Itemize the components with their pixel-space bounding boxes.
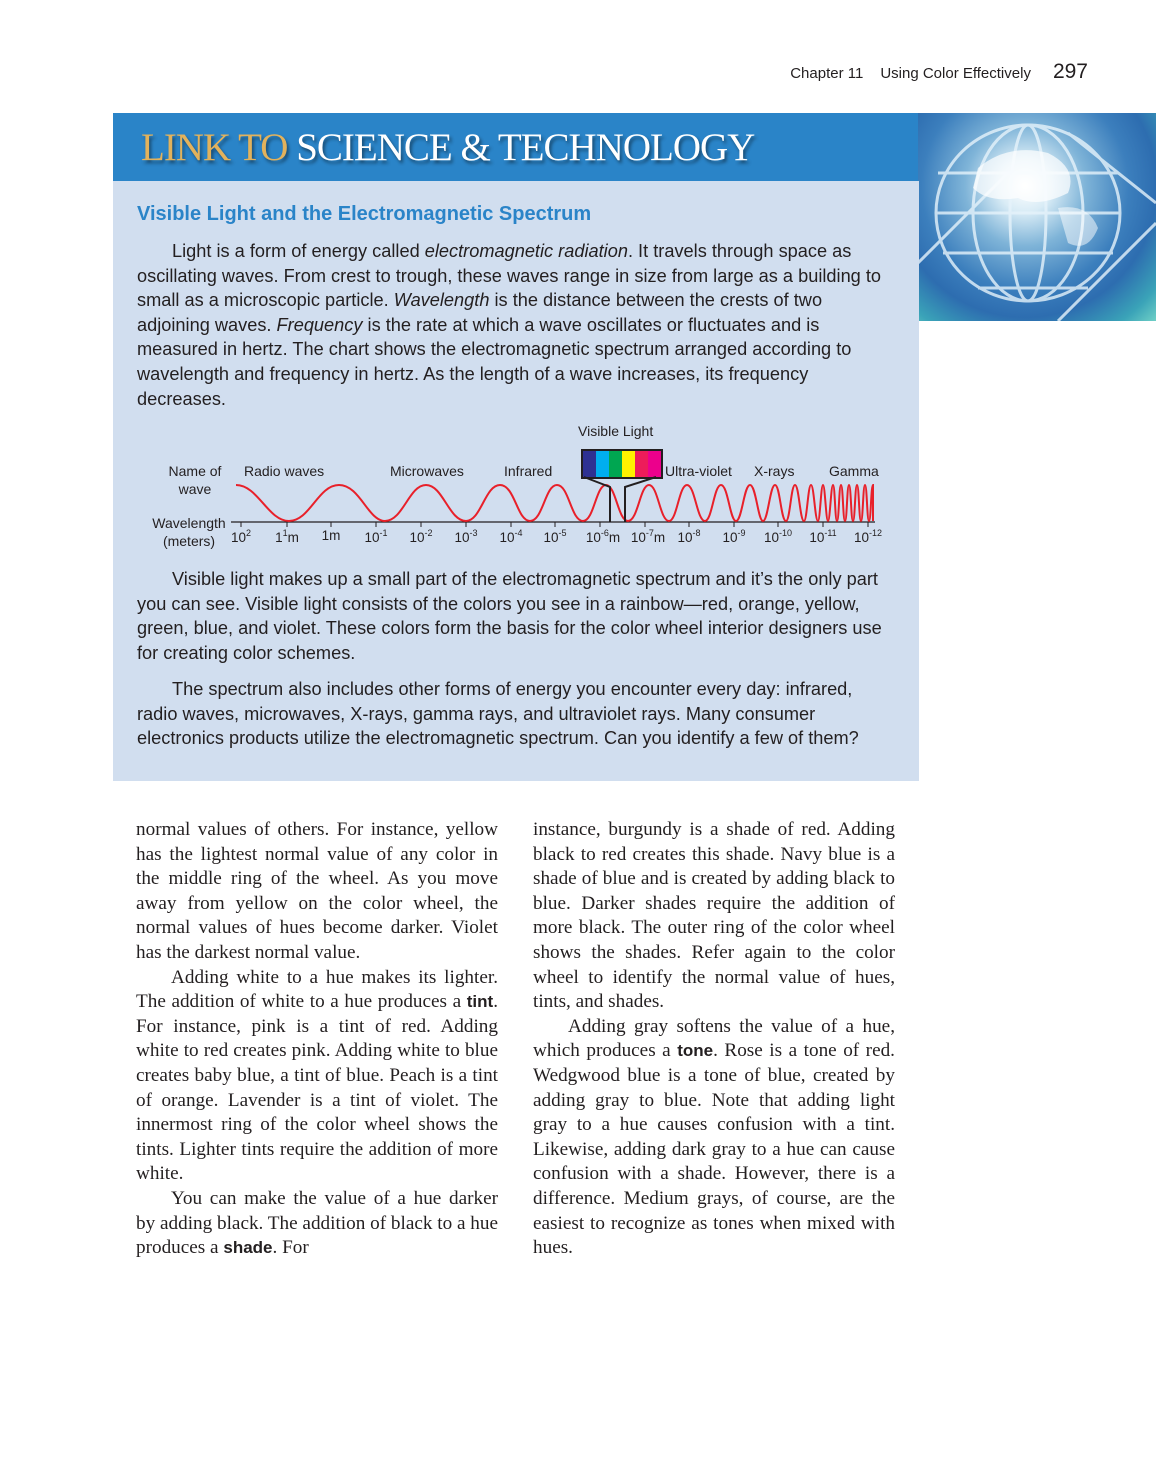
body-column-left	[136, 818, 498, 1261]
feature-paragraph-1	[137, 239, 897, 411]
running-head	[790, 60, 1088, 84]
globe-image	[918, 113, 1156, 321]
page-number: 297	[1052, 60, 1088, 83]
wave-name-ultraviolet: Ultra-violet	[665, 463, 732, 479]
section-title: Using Color Effectively	[880, 65, 1031, 82]
tick-label: $10^{-2}$	[409, 528, 433, 545]
tick-label: $10^{-11}$	[809, 528, 837, 545]
tick-label: $10^{-9}$	[722, 528, 746, 545]
body-paragraph	[136, 1187, 498, 1261]
wave-name-xrays: X-rays	[754, 463, 795, 479]
tick-label: $10^{-4}$	[499, 528, 523, 545]
text: Light is a form of energy called	[172, 241, 425, 261]
feature-box	[113, 181, 919, 781]
text: Adding white to a hue makes its lighter. The addition of white to a hue produces a	[136, 966, 498, 1013]
term-wavelength: Wavelength	[393, 290, 490, 311]
body-paragraph: instance, burgundy is a shade of red. Adding black to red creates this shade. Navy blue is a shade of blue and is created by adding black to blue. Darker shades require the addition of more black. The outer ring of the color wheel shows the shades. Refer again to the color wheel to identify the normal value of hues, tints, and shades.	[533, 819, 895, 1013]
wave-name-radio: Radio waves	[244, 463, 325, 479]
tick-label: $10^{-5}$	[543, 528, 567, 545]
body-paragraph	[136, 966, 498, 1187]
tick-label: $10^2$	[230, 528, 252, 545]
key-term-shade: shade	[223, 1238, 273, 1258]
feature-paragraph-3: The spectrum also includes other forms of energy you encounter every day: infrared, radio waves, microwaves, X-rays, gamma rays, and ultraviolet rays. Many consumer electronics products utilize the electromagnetic spectrum. Can you identify a few of them?	[137, 679, 859, 749]
tick-label: $10^{-6}m$	[585, 528, 621, 545]
visible-light-label: Visible Light	[578, 423, 654, 439]
text: is the rate at which a wave oscillates or fluctuates and is measured in hertz. The chart shows the electromagnetic spectrum arranged according to wavelength and frequency in hertz. As the length of a wave increases, its frequency decreases.	[137, 314, 852, 409]
text: . For	[272, 1237, 309, 1259]
tick-label: $10^{-10}$	[763, 528, 793, 545]
feature-title-accent: LINK TO	[141, 126, 288, 169]
body-paragraph	[533, 1015, 895, 1261]
tick-label: $10^{-7}m$	[630, 528, 666, 545]
text: Adding gray softens the value of a hue, which produces a	[533, 1015, 895, 1062]
tick-label: $10^{-12}$	[853, 528, 883, 545]
wave-name-infrared: Infrared	[504, 463, 553, 479]
text: . For instance, pink is a tint of red. Adding white to red creates pink. Adding white to blue creates baby blue, a tint of blue. Peach is a tint of orange. Lavender is a tint of violet. The innermost ring of the color wheel shows the tints. Lighter tints require the addition of more white.	[136, 991, 498, 1185]
tick-label: $10^{-1}$	[364, 528, 388, 545]
feature-subhead: Visible Light and the Electromagnetic Spectrum	[137, 203, 592, 225]
wave-name-microwaves: Microwaves	[390, 463, 464, 479]
term-electromagnetic-radiation: electromagnetic radiation	[424, 241, 628, 261]
feature-title	[141, 125, 754, 170]
text: is the distance between the crests of two adjoining waves.	[137, 290, 823, 335]
feature-paragraph-2: Visible light makes up a small part of the electromagnetic spectrum and it’s the only part you can see. Visible light consists of the colors you see in a rainbow—red, orange, yellow, green, blue, and violet. These colors form the basis for the color wheel interior designers use for creating color schemes.	[137, 569, 882, 663]
tick-label: 1m	[321, 528, 341, 543]
body-column-right	[533, 818, 895, 1261]
row-label-line: Name of	[168, 463, 222, 479]
text: You can make the value of a hue darker by adding black. The addition of black to a hue produces a	[136, 1187, 498, 1259]
tick-label: $10^{-3}$	[454, 528, 478, 545]
term-frequency: Frequency	[276, 314, 363, 335]
feature-title-main: SCIENCE & TECHNOLOGY	[296, 126, 755, 169]
row-label-line: (meters)	[162, 533, 216, 549]
row-label-line: Wavelength	[152, 515, 226, 531]
tick-label: $1^1m$	[275, 528, 299, 545]
text: . It travels through space as oscillating waves. From crest to trough, these waves range in size from large as a building to small as a microscopic particle.	[137, 241, 882, 311]
feature-header	[113, 113, 919, 181]
key-term-tone: tone	[677, 1041, 714, 1061]
row-label-line: wave	[178, 481, 212, 497]
chapter-label: Chapter 11	[790, 65, 864, 82]
electromagnetic-spectrum-diagram	[113, 421, 919, 561]
key-term-tint: tint	[466, 992, 494, 1012]
wave-name-gamma: Gamma	[829, 463, 879, 479]
text: . Rose is a tone of red. Wedgwood blue is a tone of blue, created by adding gray to blue. Note that adding light gray to a hue causes confusion with a tint. Likewise, adding dark gray to a hue can cause confusion with a shade. However, there is a difference. Medium grays, of course, are the easiest to recognize as tones when mixed with hues.	[533, 1040, 895, 1259]
body-paragraph: normal values of others. For instance, yellow has the lightest normal value of any color in the middle ring of the wheel. As you move away from yellow on the color wheel, the normal values of hues become darker. Violet has the darkest normal value.	[136, 819, 498, 963]
tick-label: $10^{-8}$	[677, 528, 701, 545]
globe-grid-icon	[918, 113, 1156, 321]
